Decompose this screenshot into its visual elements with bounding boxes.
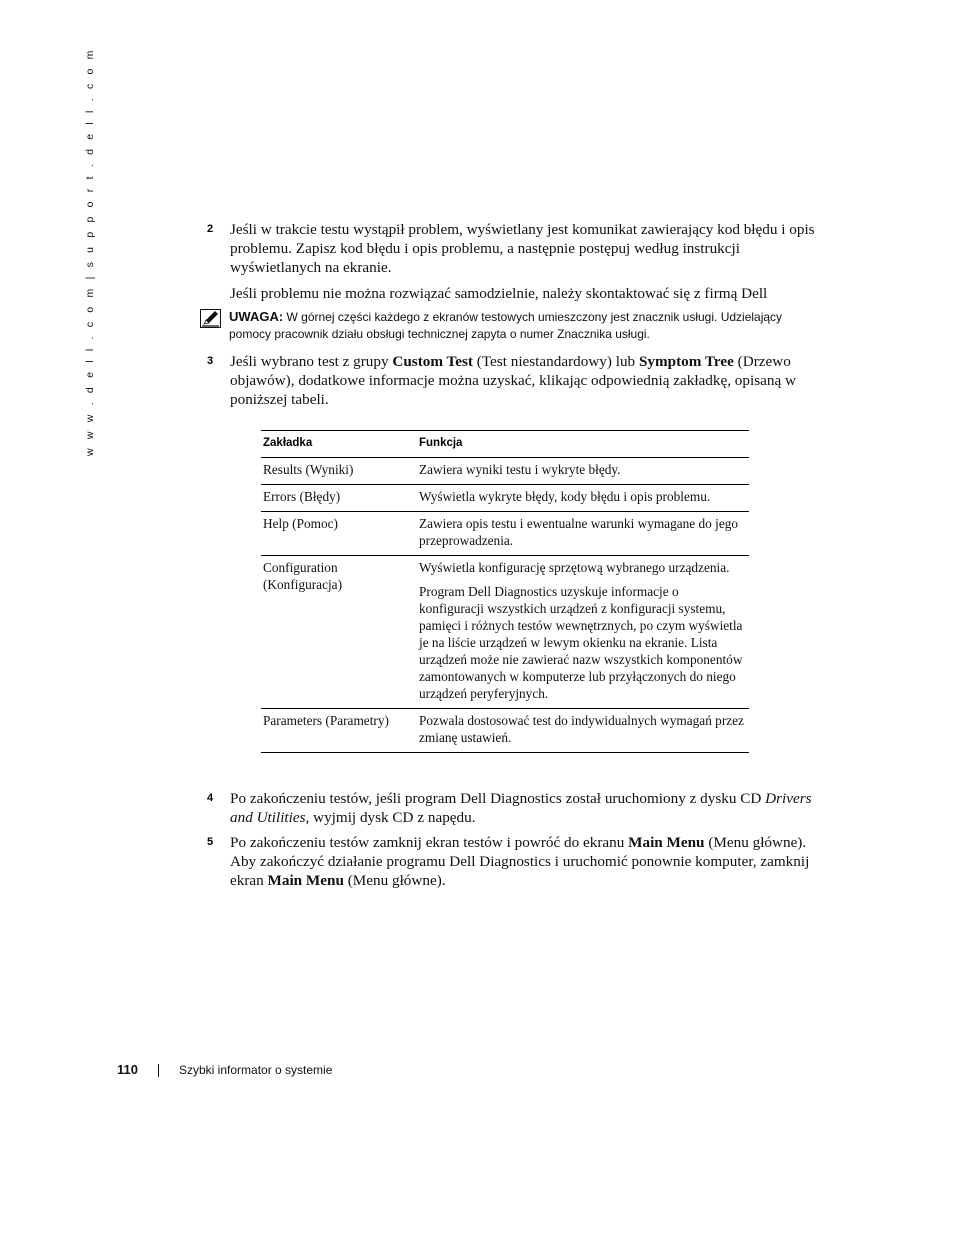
step-text: Po zakończeniu testów zamknij ekran testów i powróć do ekranu Main Menu (Menu główne). Aby zakończyć działanie programu Dell Diagnostics i uruchomić ponownie komputer, zamknij ekran Main Menu (Menu główne). bbox=[230, 834, 810, 889]
table-cell-tab: Errors (Błędy) bbox=[261, 485, 417, 512]
table-header-function: Funkcja bbox=[417, 431, 749, 458]
table-cell-function: Zawiera opis testu i ewentualne warunki wymagane do jego przeprowadzenia. bbox=[417, 512, 749, 556]
note-text: W górnej części każdego z ekranów testowych umieszczony jest znacznik usługi. Udzielający pomocy pracownik działu obsługi technicznej zapyta o numer Znacznika usługi. bbox=[229, 310, 783, 341]
table-cell-tab: Configuration (Konfiguracja) bbox=[261, 556, 417, 709]
table-row bbox=[261, 458, 749, 485]
table-header-tab: Zakładka bbox=[261, 431, 417, 458]
step-5 bbox=[207, 833, 817, 890]
table-header-row bbox=[261, 431, 749, 458]
table-cell-tab: Results (Wyniki) bbox=[261, 458, 417, 485]
note-block bbox=[200, 309, 800, 342]
table-row bbox=[261, 556, 749, 709]
footer-title: Szybki informator o systemie bbox=[179, 1063, 333, 1077]
step-2-followup: Jeśli problemu nie można rozwiązać samodzielnie, należy skontaktować się z firmą Dell bbox=[230, 285, 768, 302]
step-text: Jeśli w trakcie testu wystąpił problem, wyświetlany jest komunikat zawierający kod błędu i opis problemu. Zapisz kod błędu i opis problemu, a następnie postępuj według instrukcji wyświetlanych na ekranie. bbox=[230, 221, 815, 276]
footer-divider bbox=[158, 1064, 159, 1077]
table-cell-function bbox=[417, 556, 749, 709]
table-row bbox=[261, 512, 749, 556]
table-cell-function: Wyświetla wykryte błędy, kody błędu i opis problemu. bbox=[417, 485, 749, 512]
step-4 bbox=[207, 789, 817, 827]
table-cell-tab: Parameters (Parametry) bbox=[261, 709, 417, 753]
side-url: w w w . d e l l . c o m | s u p p o r t . d e l l . c o m bbox=[84, 47, 96, 456]
table-row bbox=[261, 709, 749, 753]
step-number: 3 bbox=[207, 355, 214, 367]
step-2 bbox=[207, 220, 817, 277]
step-number: 2 bbox=[207, 223, 214, 235]
table-row bbox=[261, 485, 749, 512]
note-label: UWAGA: bbox=[229, 309, 284, 324]
step-number: 4 bbox=[207, 792, 214, 804]
table-cell-tab: Help (Pomoc) bbox=[261, 512, 417, 556]
page-number: 110 bbox=[117, 1062, 138, 1077]
step-number: 5 bbox=[207, 836, 214, 848]
cell-paragraph: Program Dell Diagnostics uzyskuje informacje o konfiguracji wszystkich urządzeń z konfiguracji systemu, pamięci i różnych testów wewnętrznych, po czym wyświetla je na liście urządzeń w lewym okienku na ekranie. Lista urządzeń może nie zawierać nazw wszystkich komponentów zamontowanych w komputerze lub przyłączonych do niego urządzeń peryferyjnych. bbox=[419, 584, 743, 701]
step-3 bbox=[207, 352, 817, 409]
table-cell-function: Zawiera wyniki testu i wykryte błędy. bbox=[417, 458, 749, 485]
step-text: Po zakończeniu testów, jeśli program Dell Diagnostics został uruchomiony z dysku CD Drivers and Utilities, wyjmij dysk CD z napędu. bbox=[230, 790, 812, 826]
table-cell-function: Pozwala dostosować test do indywidualnych wymagań przez zmianę ustawień. bbox=[417, 709, 749, 753]
cell-paragraph: Wyświetla konfigurację sprzętową wybranego urządzenia. bbox=[419, 560, 730, 575]
tabs-table bbox=[261, 430, 749, 753]
step-text: Jeśli wybrano test z grupy Custom Test (Test niestandardowy) lub Symptom Tree (Drzewo objawów), dodatkowe informacje można uzyskać, klikając odpowiednią zakładkę, opisaną w poniższej tabeli. bbox=[230, 353, 796, 408]
pencil-note-icon bbox=[200, 309, 221, 328]
